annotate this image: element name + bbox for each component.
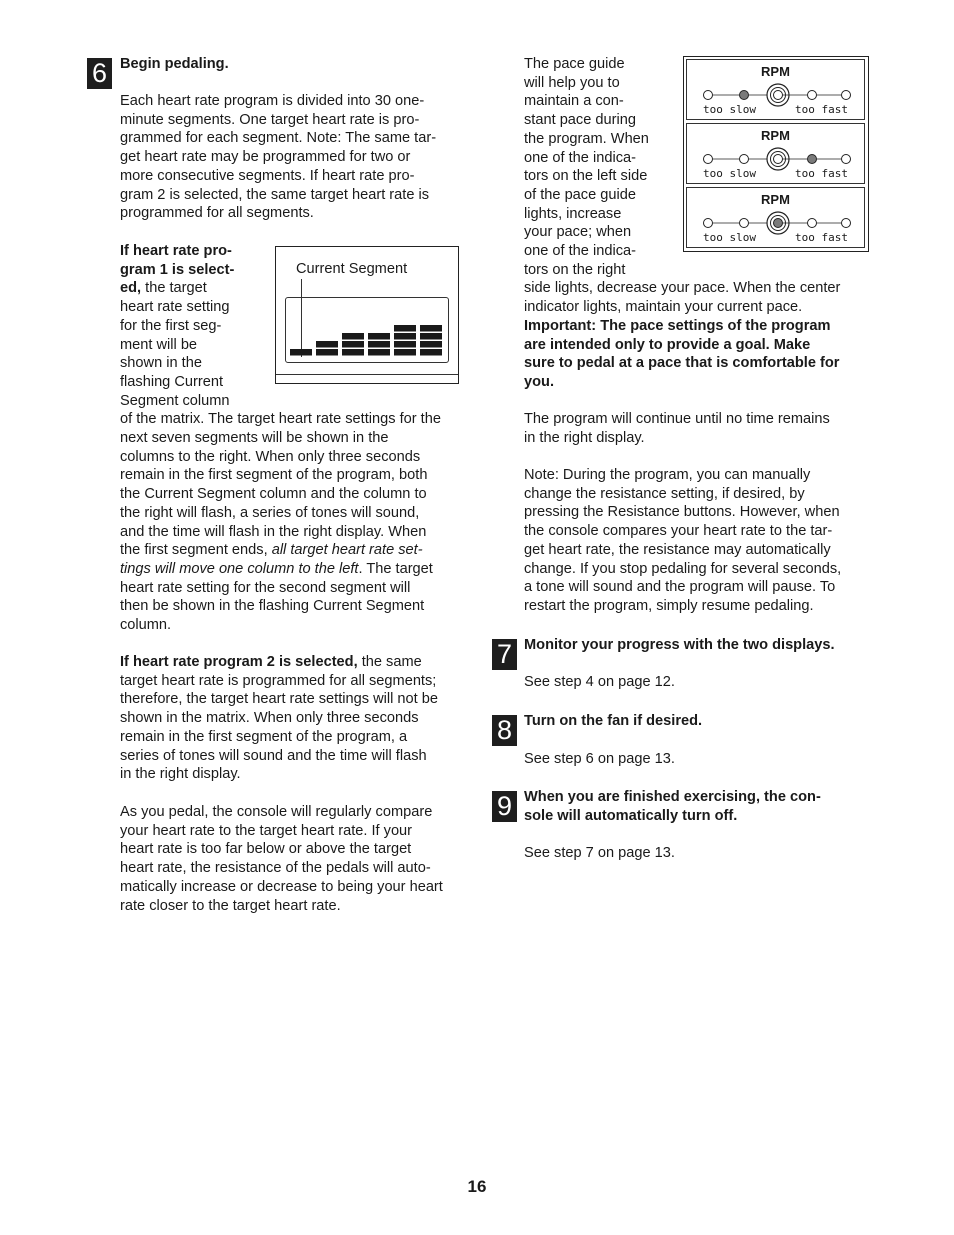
indicator-light — [740, 155, 749, 164]
indicator-light — [774, 155, 783, 164]
matrix-block — [394, 325, 416, 332]
matrix-block — [290, 349, 312, 356]
matrix-block — [342, 349, 364, 356]
lit-indicator-light — [808, 155, 817, 164]
step-number-7: 7 — [492, 639, 517, 670]
step-number-6: 6 — [87, 58, 112, 89]
program-intro-paragraph: Each heart rate program is divided into 30 one- minute segments. One target heart rate is pro- grammed for each segment. Note: The same tar- get heart rate may be programmed for two or more consecutive segments. If heart rate pro- gram 2 is selected, the same target heart rate is programmed for all segments. — [120, 93, 437, 222]
indicator-light — [842, 155, 851, 164]
step-number-8: 8 — [492, 715, 517, 746]
too-slow-label: too slow — [703, 231, 756, 244]
matrix-figure — [275, 246, 459, 384]
matrix-block — [368, 333, 390, 340]
step-9-heading: When you are finished exercising, the con- sole will automatically turn off. — [524, 789, 821, 824]
indicator-light — [842, 219, 851, 228]
too-fast-label: too fast — [795, 103, 848, 116]
matrix-block — [342, 333, 364, 340]
pace-indicators — [684, 57, 870, 253]
lit-indicator-light — [740, 91, 749, 100]
rpm-label: RPM — [761, 192, 790, 207]
step-number-9: 9 — [492, 791, 517, 822]
step-6-heading: Begin pedaling. — [120, 56, 229, 72]
matrix-block — [342, 341, 364, 348]
matrix-block — [316, 341, 338, 348]
step-8-text: See step 6 on page 13. — [524, 751, 675, 767]
step-7-text: See step 4 on page 12. — [524, 674, 675, 690]
too-slow-label: too slow — [703, 167, 756, 180]
indicator-light — [774, 91, 783, 100]
indicator-light — [704, 91, 713, 100]
rpm-label: RPM — [761, 64, 790, 79]
pedal-resistance-paragraph: As you pedal, the console will regularly compare your heart rate to the target heart rate. If your heart rate is too far below or above the target heart rate, the resistance of the pedals will auto- matically increase or decrease to being your heart rate closer to the target heart rate. — [120, 804, 443, 914]
current-segment-label: Current Segment — [296, 261, 408, 277]
matrix-bars — [276, 247, 460, 385]
indicator-light — [704, 155, 713, 164]
matrix-block — [316, 349, 338, 356]
step-9-text: See step 7 on page 13. — [524, 845, 675, 861]
matrix-block — [420, 341, 442, 348]
program-continue-paragraph: The program will continue until no time remains in the right display. — [524, 411, 830, 446]
matrix-block — [420, 349, 442, 356]
indicator-light — [808, 219, 817, 228]
step-8-heading: Turn on the fan if desired. — [524, 713, 703, 729]
too-fast-label: too fast — [795, 231, 848, 244]
matrix-block — [394, 333, 416, 340]
pace-guide-paragraph: The pace guide will help you to maintain a con- stant pace during the program. When one of the indica- tors on the left side of the pace guide lights, increase your pace; when one of the indica- tors on the right side lights, decrease your pace. When the center indicator lights, maintain your current pace. Important: The pace settings of the program are intended only to provide a goal. Make sure to pedal at a pace that is comfortable for you. — [524, 56, 841, 390]
matrix-block — [420, 333, 442, 340]
matrix-block — [368, 341, 390, 348]
pace-guide-figure — [683, 56, 869, 252]
indicator-light — [842, 91, 851, 100]
matrix-block — [368, 349, 390, 356]
indicator-light — [740, 219, 749, 228]
too-slow-label: too slow — [703, 103, 756, 116]
lit-indicator-light — [774, 219, 783, 228]
rpm-label: RPM — [761, 128, 790, 143]
matrix-block — [420, 325, 442, 332]
page-number: 16 — [467, 1177, 487, 1196]
matrix-block — [394, 341, 416, 348]
step-7-heading: Monitor your progress with the two displays. — [524, 637, 835, 653]
program-2-paragraph: If heart rate program 2 is selected, the same target heart rate is programmed for all segments; therefore, the target heart rate settings will not be shown in the matrix. When only three seconds remain in the first segment of the program, a series of tones will sound and the time will flash in the right display. — [120, 654, 438, 783]
indicator-light — [704, 219, 713, 228]
too-fast-label: too fast — [795, 167, 848, 180]
resistance-note-paragraph: Note: During the program, you can manually change the resistance setting, if desired, by pressing the Resistance buttons. However, when the console compares your heart rate to the tar- get heart rate, the resistance may automatically change. If you stop pedaling for several seconds, a tone will sound and the program will pause. To restart the program, simply resume pedaling. — [524, 467, 842, 614]
matrix-block — [394, 349, 416, 356]
indicator-light — [808, 91, 817, 100]
program-1-paragraph: If heart rate pro- gram 1 is select- ed, the target heart rate setting for the first seg- ment will be shown in the flashing Current Segment column of the matrix. The target heart rate settings for the next seven segments will be shown in the columns to the right. When only three seconds remain in the first segment of the program, both the Current Segment column and the column to the right will flash, a series of tones will sound, and the time will flash in the right display. When the first segment ends, all target heart rate set- tings will move one column to the left. The target heart rate setting for the second segment will then be shown in the flashing Current Segment column. — [120, 243, 441, 634]
